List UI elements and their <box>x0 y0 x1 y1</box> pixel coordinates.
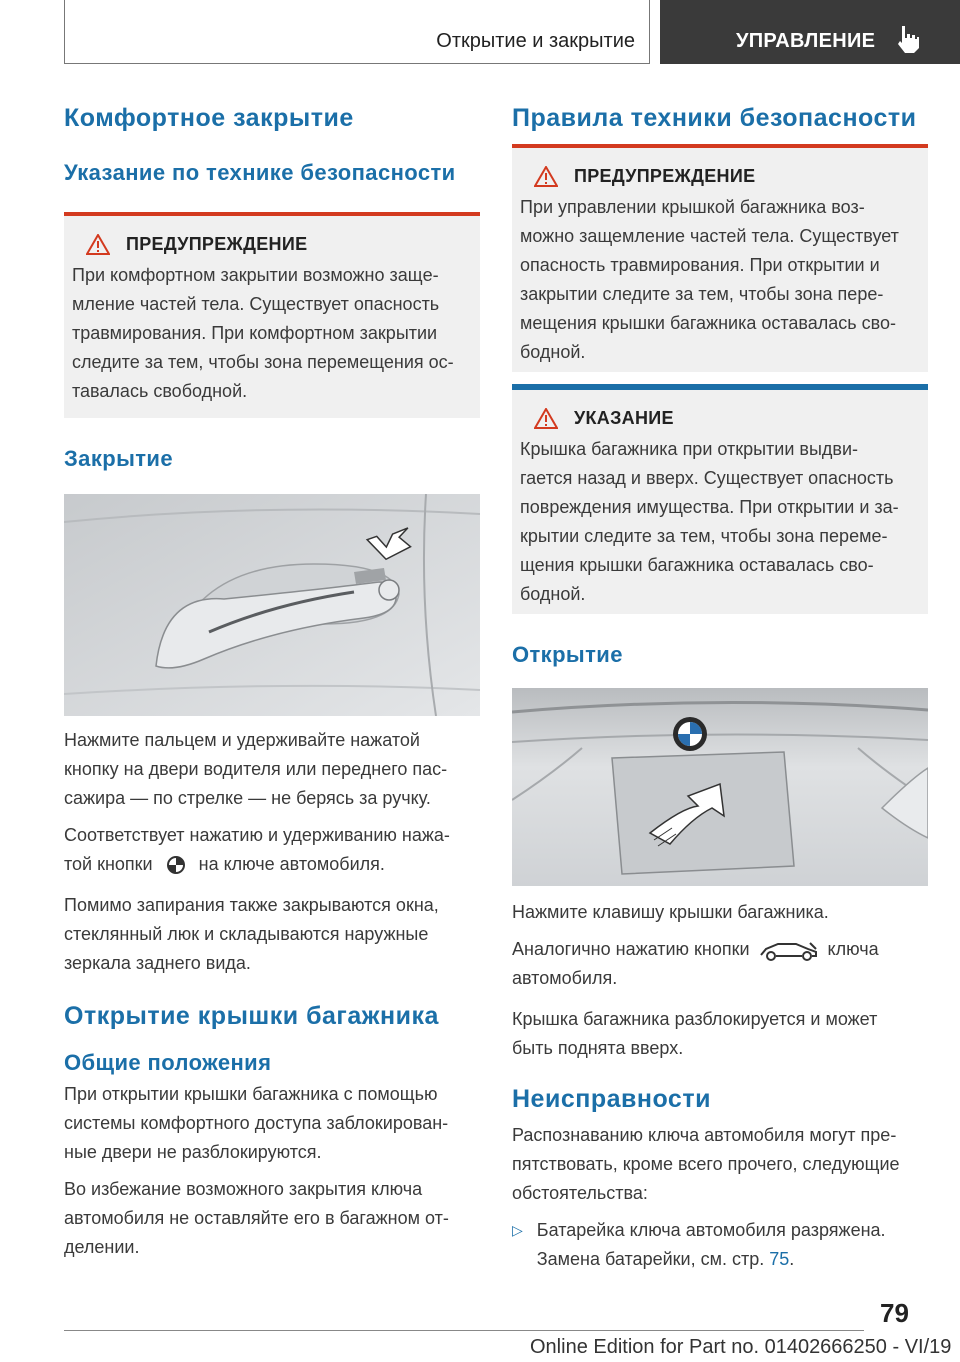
header-section-title: Открытие и закрытие <box>436 30 635 52</box>
opening-text-part: ключа <box>827 939 879 959</box>
warning-text-line: можно защемление частей тела. Существует <box>520 226 899 246</box>
general-heading: Общие положения <box>64 1050 272 1075</box>
closing-text-line: Нажмите пальцем и удерживайте нажатой <box>64 730 420 750</box>
list-item-text: Батарейка ключа автомобиля разряжена. <box>536 1220 886 1240</box>
closing-text-inline <box>64 850 480 879</box>
trunk-opening-title: Открытие крышки багажника <box>64 1002 439 1030</box>
general-text-line: Во избежание возможного закрытия ключа <box>64 1179 423 1199</box>
warning-title <box>72 234 472 255</box>
car-trunk-button-icon <box>758 939 820 961</box>
warning-text-line: мление частей тела. Существует опасность <box>72 294 440 314</box>
closing-text-part: на ключе автомобиля. <box>198 854 385 874</box>
closing-heading: Закрытие <box>64 446 173 471</box>
closing-text-line: сажира — по стрелке — не берясь за ручку. <box>64 788 431 808</box>
general-text-line: ные двери не разблокируются. <box>64 1142 322 1162</box>
warning-box-comfort-closing <box>64 212 480 418</box>
warning-text-line: бодной. <box>520 342 586 362</box>
list-item-text: Замена батарейки, см. стр. <box>536 1249 765 1269</box>
door-handle-figure <box>64 494 480 716</box>
edition-note: Online Edition for Part no. 01402666250 - VI/19 <box>530 1336 952 1358</box>
opening-heading: Открытие <box>512 642 623 667</box>
header-chapter-title: УПРАВЛЕНИЕ <box>736 30 876 52</box>
closing-text-line: зеркала заднего вида. <box>64 953 251 973</box>
notice-label: УКАЗАНИЕ <box>574 408 674 428</box>
opening-text-line: автомобиля. <box>512 968 618 988</box>
closing-text-part: той кнопки <box>64 854 153 874</box>
warning-text-line: тавалась свободной. <box>72 381 248 401</box>
page-number: 79 <box>880 1298 909 1328</box>
warning-text-line: При комфортном закрытии возможно защe- <box>72 265 439 285</box>
notice-text-line: щения крышки багажника оставалась сво- <box>520 555 874 575</box>
general-text-line: делении. <box>64 1237 140 1257</box>
warning-label: ПРЕДУПРЕЖДЕНИЕ <box>574 166 756 186</box>
section-title-comfort-closing: Комфортное закрытие <box>64 104 354 132</box>
warning-box-trunk <box>512 144 928 372</box>
footer-divider <box>64 1330 864 1331</box>
warning-text-line: мещения крышки багажника оставалась сво- <box>520 313 897 333</box>
warning-triangle-icon <box>534 166 558 187</box>
opening-text-inline <box>512 935 928 964</box>
faults-title: Неисправности <box>512 1085 711 1113</box>
opening-text-line: быть поднята вверх. <box>512 1038 684 1058</box>
faults-text-line: обстоятельства: <box>512 1183 648 1203</box>
warning-text-line: следите за тем, чтобы зона перемещения ос- <box>72 352 454 372</box>
pointing-hand-icon <box>896 24 920 54</box>
notice-text-line: Крышка багажника при открытии выдви- <box>520 439 859 459</box>
notice-text-line: гается назад и вверх. Существует опасность <box>520 468 894 488</box>
list-item-text-line <box>537 1245 886 1274</box>
opening-text-line: Нажмите клавишу крышки багажника. <box>512 902 829 922</box>
general-text-line: автомобиля не оставляйте его в багажном от- <box>64 1208 449 1228</box>
warning-title <box>520 166 920 187</box>
opening-text-line: Крышка багажника разблокируется и может <box>512 1009 878 1029</box>
warning-text-line: При управлении крышкой багажника воз- <box>520 197 865 217</box>
closing-text-line: стеклянный люк и складываются наружные <box>64 924 429 944</box>
closing-text-line: Соответствует нажатию и удерживанию нажа- <box>64 825 450 845</box>
general-text-line: системы комфортного доступа заблокирован- <box>64 1113 449 1133</box>
closing-text-line: кнопку на двери водителя или переднего пас- <box>64 759 448 779</box>
trunk-lid-illustration <box>512 688 928 886</box>
list-bullet-triangle-icon: ▷ <box>512 1222 523 1238</box>
notice-box-trunk <box>512 384 928 614</box>
general-text-line: При открытии крышки багажника с помощью <box>64 1084 438 1104</box>
notice-title <box>520 408 920 429</box>
trunk-lid-figure <box>512 688 928 886</box>
faults-text-line: пятствовать, кроме всего прочего, следующие <box>512 1154 900 1174</box>
list-item <box>512 1216 928 1274</box>
notice-text-line: крытии следите за тем, чтобы зона переме- <box>520 526 888 546</box>
closing-text-line: Помимо запирания также закрываются окна, <box>64 895 439 915</box>
notice-text-line: повреждения имущества. При открытии и за- <box>520 497 899 517</box>
notice-text-line: бодной. <box>520 584 586 604</box>
warning-text-line: травмирования. При комфортном закрытии <box>72 323 438 343</box>
warning-text-line: закрытии следите за тем, чтобы зона пере- <box>520 284 884 304</box>
warning-triangle-icon <box>534 408 558 429</box>
warning-text-line: опасность травмирования. При открытии и <box>520 255 880 275</box>
header-section-tab <box>64 0 650 64</box>
left-column <box>64 100 480 1262</box>
faults-text-line: Распознаванию ключа автомобиля могут пре- <box>512 1125 897 1145</box>
right-column <box>512 100 928 1274</box>
warning-label: ПРЕДУПРЕЖДЕНИЕ <box>126 234 308 254</box>
bmw-key-button-icon <box>159 855 193 875</box>
warning-triangle-icon <box>86 234 110 255</box>
safety-heading: Указание по технике безопасности <box>64 160 456 185</box>
page-reference-link[interactable]: 75 <box>769 1249 790 1269</box>
opening-text-part: Аналогично нажатию кнопки <box>512 939 750 959</box>
safety-rules-title: Правила техники безопасности <box>512 104 917 132</box>
list-item-text: . <box>789 1249 795 1269</box>
door-handle-illustration <box>64 494 480 716</box>
